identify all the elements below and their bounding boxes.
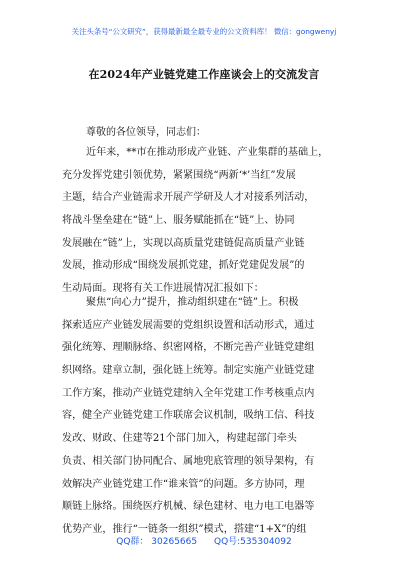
text-line: 近年来，**市在推动形成产业链、产业集群的基础上，	[86, 147, 329, 158]
text-line: 生动局面。现将有关工作进展情况汇报如下：	[62, 283, 264, 295]
text-line: 顺链上脉络。围绕医疗机械、绿色建材、电力电工电器等	[62, 501, 315, 513]
text-line: 织网络。建章立制，强化链上统筹。制定实施产业链党建	[62, 365, 315, 377]
text-line: 发展融在“链”上，实现以高质量党建链促高质量产业链	[62, 237, 305, 249]
text-line: 发改、财政、住建等21个部门加入，构建起部门牵头	[62, 433, 297, 445]
text-line: 工作方案，推动产业链党建纳入全年党建工作考核重点内	[62, 387, 315, 399]
footer-qq-group: QQ群： 30265665	[116, 537, 198, 547]
text-line: 探索适应产业链发展需要的党组织设置和活动形式，通过	[62, 319, 315, 331]
paragraph-intro	[62, 142, 352, 301]
salutation: 尊敬的各位领导，同志们：	[86, 127, 206, 138]
text-line: 优势产业，推行“一链条一组织”模式，搭建“1+X”的组	[62, 523, 307, 535]
text-line: 将战斗堡垒建在“链”上、服务赋能抓在“链”上、协同	[62, 215, 295, 227]
text-line: 发展，推动形成“围绕发展抓党建，抓好党建促发展”的	[62, 260, 305, 272]
text-line: 容，健全产业链党建工作联席会议机制，吸纳工信、科技	[62, 410, 315, 422]
header-banner: 关注头条号“公文研究”，获得最新最全最专业的公文资料库！ 微信：gongwenyj	[71, 27, 337, 36]
text-line: 强化统筹、理顺脉络、织密网格，不断完善产业链党建组	[62, 342, 315, 354]
paragraph-section-1	[62, 292, 352, 542]
footer-contact	[0, 536, 408, 548]
text-line: 效解决产业链党建工作“谁来管”的问题。多方协同，理	[62, 478, 305, 490]
text-line: 聚焦“向心力”提升，推动组织建在“链”上。积极	[86, 297, 299, 308]
text-line: 负责、相关部门协同配合、属地兜底管理的领导架构，有	[62, 455, 315, 467]
document-title: 在2024年产业链党建工作座谈会上的交流发言	[88, 68, 320, 81]
text-line: 主题，结合产业链需求开展产学研及人才对接系列活动，	[62, 192, 315, 204]
footer-qq-number: QQ号:535304092	[213, 537, 292, 547]
text-line: 充分发挥党建引领优势，紧紧围绕“两新‘*’当红”发展	[62, 169, 296, 181]
